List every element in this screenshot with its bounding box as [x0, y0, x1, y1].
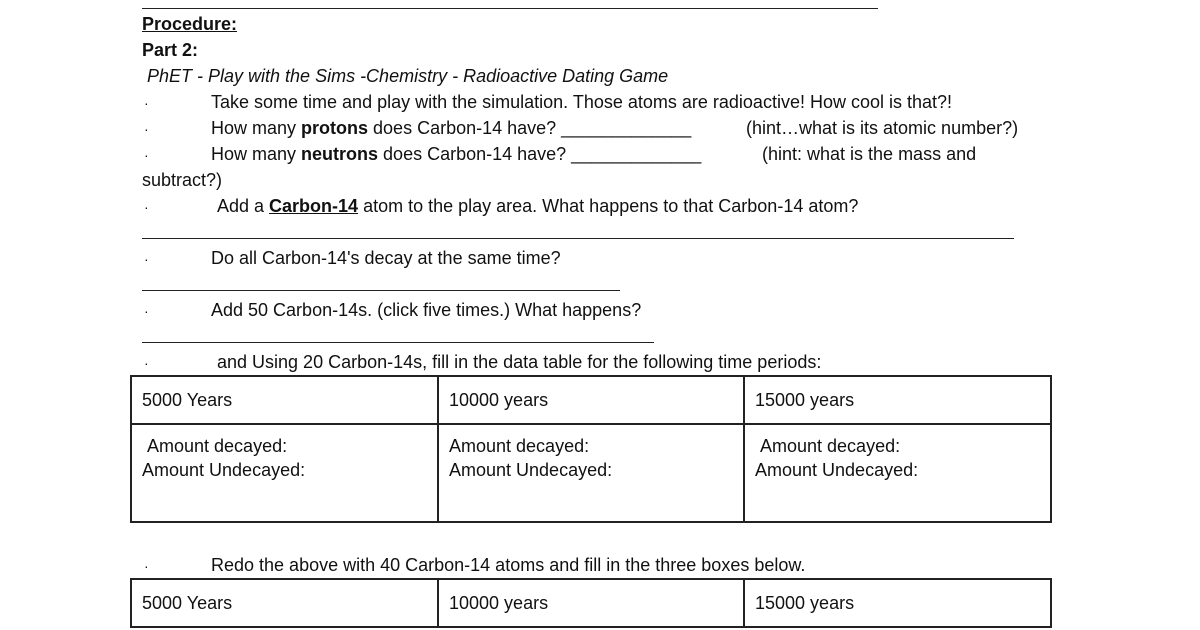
neutrons-hint-wrap: subtract?) [142, 170, 223, 190]
part-heading: Part 2: [142, 40, 199, 60]
neutrons-keyword: neutrons [301, 144, 379, 164]
item-add-fifty: Add 50 Carbon-14s. (click five times.) What happens? [211, 300, 642, 320]
item-protons-question [211, 117, 691, 139]
data-table-20-atoms [130, 375, 1052, 523]
answer-line-2 [142, 290, 620, 291]
neutrons-text-before: How many [211, 144, 302, 164]
item-play-text: Take some time and play with the simulation. Those atoms are radioactive! How cool is that?! [211, 92, 953, 112]
add-text-before: Add a [217, 196, 270, 216]
neutrons-text-after: does Carbon-14 have? _____________ [378, 144, 702, 164]
table-cell[interactable] [744, 424, 1051, 522]
item-neutrons-question [211, 143, 701, 165]
neutrons-hint: (hint: what is the mass and [762, 144, 977, 164]
table-header-cell: 5000 Years [131, 579, 438, 627]
carbon14-link[interactable]: Carbon-14 [269, 196, 359, 216]
table-cell[interactable] [131, 424, 438, 522]
table-header-cell: 10000 years [438, 376, 744, 424]
activity-subtitle: PhET - Play with the Sims -Chemistry - Radioactive Dating Game [147, 66, 669, 86]
amount-undecayed-label: Amount Undecayed: [755, 460, 919, 480]
bullet: · [144, 121, 149, 137]
table-header-cell: 15000 years [744, 376, 1051, 424]
procedure-heading: Procedure: [142, 14, 238, 34]
item-redo-forty: Redo the above with 40 Carbon-14 atoms and fill in the three boxes below. [211, 555, 806, 575]
bullet: · [144, 355, 149, 371]
amount-decayed-label: Amount decayed: [449, 436, 590, 456]
item-using-twenty: and Using 20 Carbon-14s, fill in the data table for the following time periods: [217, 352, 822, 372]
answer-line-1 [142, 238, 1014, 239]
amount-decayed-label: Amount decayed: [760, 436, 901, 456]
item-add-atom [217, 195, 858, 217]
amount-undecayed-label: Amount Undecayed: [142, 460, 306, 480]
table-row [131, 424, 1051, 522]
table-header-cell: 10000 years [438, 579, 744, 627]
bullet: · [144, 199, 149, 215]
answer-line-3 [142, 342, 654, 343]
table-header-cell: 15000 years [744, 579, 1051, 627]
top-rule [142, 8, 878, 9]
add-text-after: atom to the play area. What happens to that Carbon-14 atom? [358, 196, 859, 216]
bullet: · [144, 95, 149, 111]
protons-keyword: protons [301, 118, 369, 138]
bullet: · [144, 251, 149, 267]
amount-undecayed-label: Amount Undecayed: [449, 460, 613, 480]
bullet: · [144, 303, 149, 319]
table-header-row [131, 376, 1051, 424]
amount-decayed-label: Amount decayed: [147, 436, 288, 456]
protons-text-after: does Carbon-14 have? _____________ [368, 118, 692, 138]
bullet: · [144, 558, 149, 574]
table-header-row [131, 579, 1051, 627]
protons-hint: (hint…what is its atomic number?) [746, 118, 1019, 138]
table-cell[interactable] [438, 424, 744, 522]
data-table-40-atoms [130, 578, 1052, 628]
table-header-cell: 5000 Years [131, 376, 438, 424]
protons-text-before: How many [211, 118, 302, 138]
item-decay-same-time: Do all Carbon-14's decay at the same time? [211, 248, 561, 268]
bullet: · [144, 147, 149, 163]
